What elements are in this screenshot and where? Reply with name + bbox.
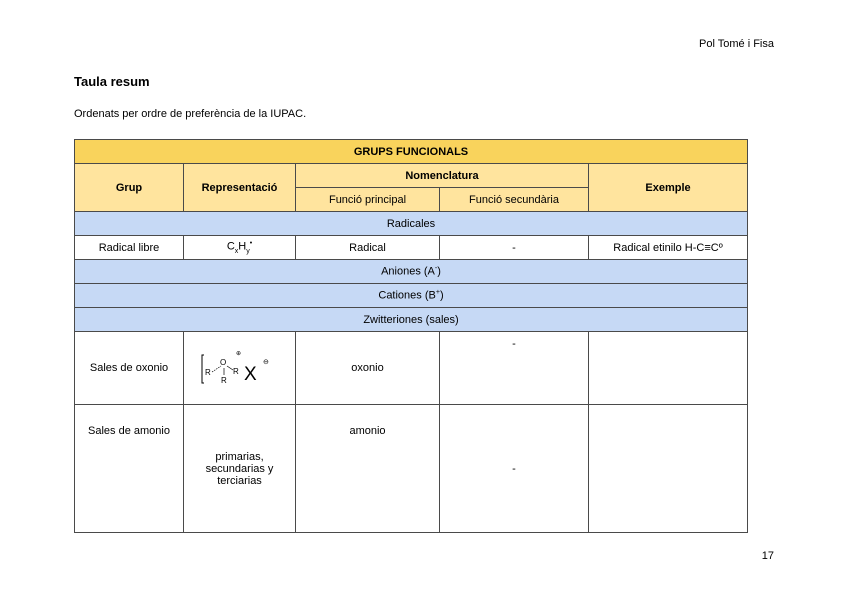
- table-title: GRUPS FUNCIONALS: [75, 140, 748, 164]
- oxonium-r3: R: [220, 375, 227, 385]
- page-author: Pol Tomé i Fisa: [699, 38, 774, 50]
- formula-sub: y: [246, 247, 250, 255]
- col-header-nomenclatura: Nomenclatura: [296, 164, 589, 188]
- cell-exemple: [589, 332, 748, 405]
- cell-funcio-principal: oxonio: [296, 332, 440, 405]
- oxonium-structure-diagram: [198, 345, 282, 389]
- oxonium-charge: ⊕: [235, 350, 241, 357]
- cell-funcio-principal: amonio: [296, 405, 440, 533]
- section-row-cationes: [75, 284, 748, 308]
- section-title: Taula resum: [74, 74, 150, 89]
- section-row-aniones: [75, 260, 748, 284]
- cell-representacio: [184, 332, 296, 405]
- cell-exemple: [589, 405, 748, 533]
- cell-funcio-secundaria: -: [440, 332, 589, 405]
- table-row: [75, 236, 748, 260]
- table-title-row: [75, 140, 748, 164]
- col-header-exemple: Exemple: [589, 164, 748, 212]
- col-header-funcio-secundaria: Funció secundària: [440, 188, 589, 212]
- section-label: Cationes (B+): [75, 284, 748, 308]
- oxonium-o: O: [219, 357, 226, 367]
- page-number: 17: [761, 550, 774, 562]
- formula-sub: x: [234, 247, 239, 255]
- section-label: Radicales: [75, 212, 748, 236]
- section-row-radicales: [75, 212, 748, 236]
- header-row: [75, 164, 748, 188]
- col-header-representacio: Representació: [184, 164, 296, 212]
- col-header-grup: Grup: [75, 164, 184, 212]
- cell-representacio: [184, 236, 296, 260]
- cell-exemple: Radical etinilo H-C≡Cº: [589, 236, 748, 260]
- oxonium-r1: R: [204, 367, 211, 377]
- formula-part: C: [226, 240, 235, 253]
- intro-text: Ordenats per ordre de preferència de la IUPAC.: [74, 108, 307, 120]
- radical-dot: •: [249, 240, 253, 248]
- section-row-zwitteriones: [75, 308, 748, 332]
- cell-funcio-secundaria: -: [440, 405, 589, 533]
- counterion-charge: ⊖: [262, 358, 269, 366]
- formula-part: H: [238, 240, 247, 253]
- counterion-x: X: [243, 363, 257, 385]
- cell-funcio-secundaria: -: [440, 236, 589, 260]
- cell-grup: Sales de amonio: [75, 405, 184, 533]
- cell-funcio-principal: Radical: [296, 236, 440, 260]
- section-label: Aniones (A-): [75, 260, 748, 284]
- table-row: [75, 405, 748, 533]
- cell-representacio: primarias, secundarias y terciarias: [184, 405, 296, 533]
- table-row: [75, 332, 748, 405]
- section-label: Zwitteriones (sales): [75, 308, 748, 332]
- functional-groups-table: [74, 139, 748, 533]
- cell-grup: Sales de oxonio: [75, 332, 184, 405]
- col-header-funcio-principal: Funció principal: [296, 188, 440, 212]
- cell-grup: Radical libre: [75, 236, 184, 260]
- oxonium-r2: R: [232, 366, 239, 376]
